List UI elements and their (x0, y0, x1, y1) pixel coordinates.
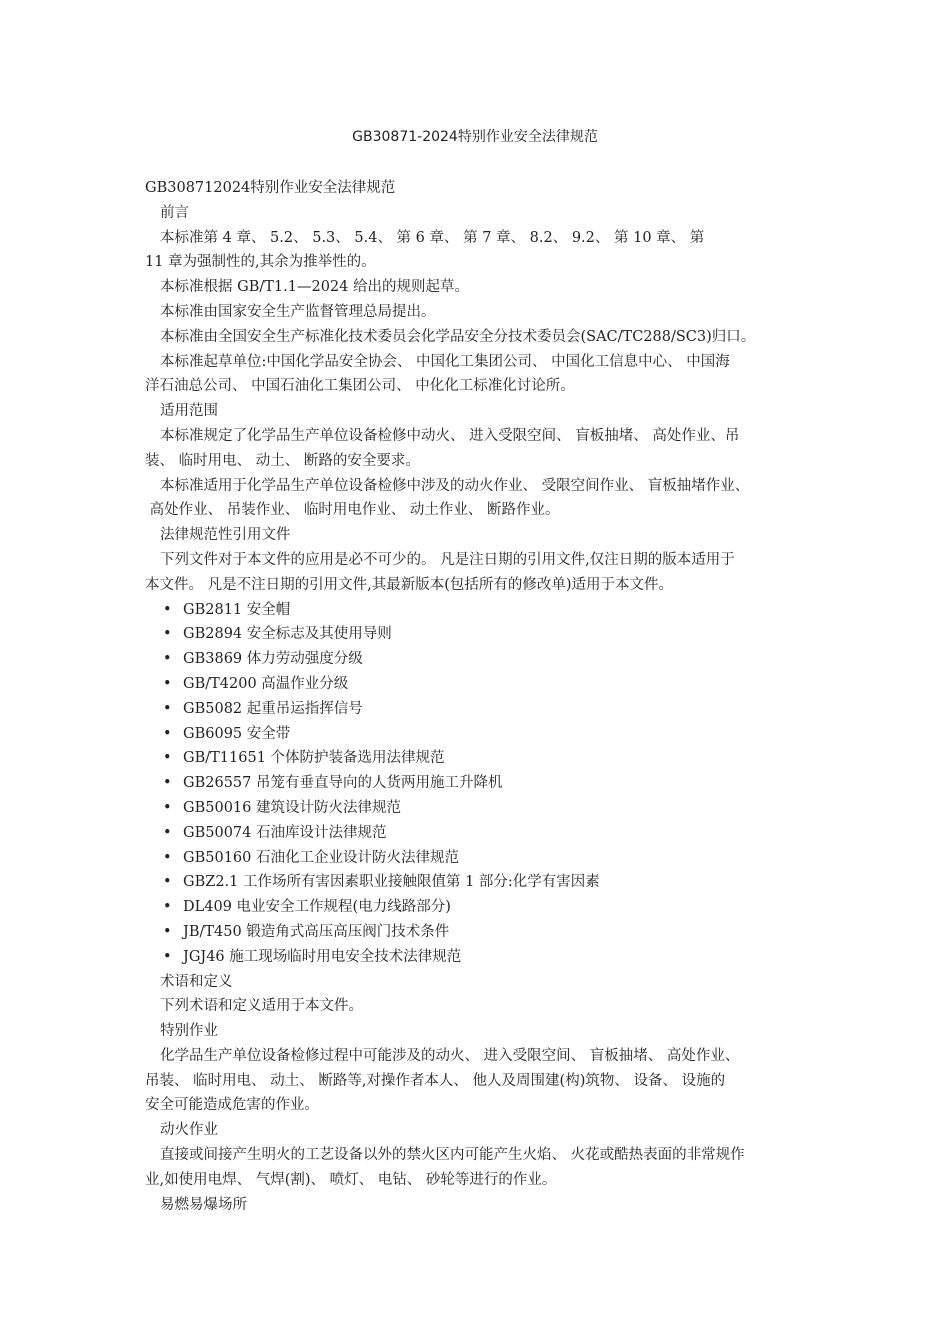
bullet-icon: • (163, 824, 172, 841)
bullet-icon: • (163, 651, 172, 668)
foreword-paragraph-5-line-1: 本标准起草单位:中国化学品安全协会、 中国化工集团公司、 中国化工信息中心、 中国海 (160, 353, 730, 370)
special-work-definition-line-2: 吊装、 临时用电、 动土、 断路等,对操作者本人、 他人及周围建(构)筑物、 设备、 设施的 (145, 1072, 726, 1089)
reference-text: GB6095 安全带 (183, 725, 291, 742)
section-heading-scope: 适用范围 (160, 403, 218, 420)
reference-text: GB2894 安全标志及其使用导则 (183, 626, 392, 643)
foreword-paragraph-1-line-2: 11 章为强制性的,其余为推举性的。 (145, 254, 376, 271)
reference-text: GB50016 建筑设计防火法律规范 (183, 799, 401, 816)
reference-text: GB/T4200 高温作业分级 (183, 675, 349, 692)
list-item (145, 821, 810, 846)
references-list (145, 598, 810, 970)
list-item (145, 920, 810, 945)
section-heading-foreword: 前言 (160, 204, 189, 221)
list-item (145, 697, 810, 722)
special-work-definition-line-1: 化学品生产单位设备检修过程中可能涉及的动火、 进入受限空间、 盲板抽堵、 高处作业、 (160, 1047, 740, 1064)
foreword-paragraph-2: 本标准根据 GB/T1.1—2024 给出的规则起草。 (160, 279, 469, 296)
term-heading-special-work: 特别作业 (160, 1023, 218, 1040)
scope-paragraph-2-line-2: 高处作业、 吊装作业、 临时用电作业、 动土作业、 断路作业。 (145, 502, 560, 519)
list-item (145, 771, 810, 796)
reference-text: JB/T450 锻造角式高压高压阀门技术条件 (183, 923, 450, 940)
reference-text: GB50074 石油库设计法律规范 (183, 824, 387, 841)
bullet-icon: • (163, 923, 172, 940)
bullet-icon: • (163, 626, 172, 643)
foreword-paragraph-3: 本标准由国家安全生产监督管理总局提出。 (160, 303, 436, 320)
reference-text: JGJ46 施工现场临时用电安全技术法律规范 (183, 948, 462, 965)
list-item (145, 722, 810, 747)
document-subtitle: GB308712024特别作业安全法律规范 (145, 180, 396, 196)
reference-text: GB3869 体力劳动强度分级 (183, 651, 363, 668)
list-item (145, 647, 810, 672)
page-title: GB30871-2024特别作业安全法律规范 (352, 129, 598, 145)
bullet-icon: • (163, 750, 172, 767)
special-work-definition-line-3: 安全可能造成危害的作业。 (145, 1097, 319, 1114)
reference-text: GB50160 石油化工企业设计防火法律规范 (183, 849, 459, 866)
bullet-icon: • (163, 948, 172, 965)
list-item (145, 598, 810, 623)
term-heading-flammable-site: 易燃易爆场所 (160, 1196, 247, 1213)
bullet-icon: • (163, 874, 172, 891)
reference-text: GB2811 安全帽 (183, 601, 291, 618)
list-item (145, 746, 810, 771)
list-item (145, 622, 810, 647)
hot-work-definition-line-1: 直接或间接产生明火的工艺设备以外的禁火区内可能产生火焰、 火花或酷热表面的非常规作 (160, 1147, 745, 1164)
foreword-paragraph-4: 本标准由全国安全生产标准化技术委员会化学品安全分技术委员会(SAC/TC288/SC3)归口。 (160, 328, 756, 345)
reference-text: DL409 电业安全工作规程(电力线路部分) (183, 899, 451, 916)
list-item (145, 846, 810, 871)
reference-text: GB5082 起重吊运指挥信号 (183, 700, 363, 717)
list-item (145, 672, 810, 697)
foreword-paragraph-1-line-1: 本标准第 4 章、 5.2、 5.3、 5.4、 第 6 章、 第 7 章、 8.2、 9.2、 第 10 章、 第 (160, 229, 705, 246)
list-item (145, 796, 810, 821)
scope-paragraph-1-line-1: 本标准规定了化学品生产单位设备检修中动火、 进入受限空间、 盲板抽堵、 高处作业、吊 (160, 427, 740, 444)
bullet-icon: • (163, 799, 172, 816)
bullet-icon: • (163, 849, 172, 866)
foreword-paragraph-5-line-2: 洋石油总公司、 中国石油化工集团公司、 中化化工标准化讨论所。 (145, 378, 575, 395)
scope-paragraph-1-line-2: 装、 临时用电、 动土、 断路的安全要求。 (145, 452, 420, 469)
bullet-icon: • (163, 700, 172, 717)
list-item (145, 945, 810, 970)
reference-text: GBZ2.1 工作场所有害因素职业接触限值第 1 部分:化学有害因素 (183, 874, 600, 891)
section-heading-normative-references: 法律规范性引用文件 (160, 527, 291, 544)
list-item (145, 895, 810, 920)
hot-work-definition-line-2: 业,如使用电焊、 气焊(割)、 喷灯、 电钻、 砂轮等进行的作业。 (145, 1171, 557, 1188)
scope-paragraph-2-line-1: 本标准适用于化学品生产单位设备检修中涉及的动火作业、 受限空间作业、 盲板抽堵作业、 (160, 477, 750, 494)
bullet-icon: • (163, 725, 172, 742)
terms-intro: 下列术语和定义适用于本文件。 (160, 998, 363, 1015)
document-body (145, 176, 810, 1217)
bullet-icon: • (163, 775, 172, 792)
references-intro-line-2: 本文件。 凡是不注日期的引用文件,其最新版本(包括所有的修改单)适用于本文件。 (145, 576, 674, 593)
bullet-icon: • (163, 899, 172, 916)
term-heading-hot-work: 动火作业 (160, 1122, 218, 1139)
reference-text: GB26557 吊笼有垂直导向的人货两用施工升降机 (183, 775, 503, 792)
list-item (145, 870, 810, 895)
references-intro-line-1: 下列文件对于本文件的应用是必不可少的。 凡是注日期的引用文件,仅注日期的版本适用于 (160, 551, 735, 568)
reference-text: GB/T11651 个体防护装备选用法律规范 (183, 750, 445, 767)
bullet-icon: • (163, 601, 172, 618)
bullet-icon: • (163, 675, 172, 692)
section-heading-terms: 术语和定义 (160, 973, 233, 990)
